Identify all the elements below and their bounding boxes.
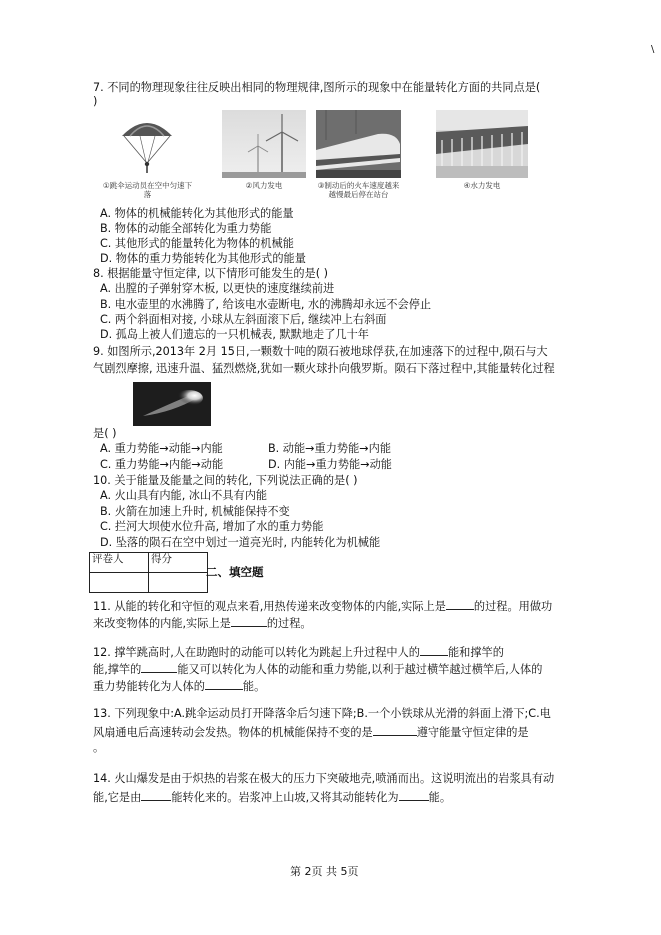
q11-text: 来改变物体的内能,实际上是 [93,617,231,630]
reviewer-cell [90,573,149,593]
q14-blank-1 [141,789,171,801]
corner-mark: \ [651,44,655,55]
q10-option-c: C. 拦河大坝使水位升高, 增加了水的重力势能 [100,520,324,533]
q8-option-c: C. 两个斜面相对接, 小球从左斜面滚下后, 继续冲上右斜面 [100,313,387,326]
q9-option-b: B. 动能→重力势能→内能 [268,442,392,455]
figure-caption: ②风力发电 [245,181,283,190]
meteor-image [133,382,211,426]
hydro-power-figure [436,110,528,190]
q8-option-a: A. 出膛的子弹射穿木板, 以更快的速度继续前进 [100,282,335,295]
q10-title: 10. 关于能量及能量之间的转化, 下列说法正确的是( ) [93,474,358,487]
q8-title: 8. 根据能量守恒定律, 以下情形可能发生的是( ) [93,267,329,280]
q8-option-b: B. 电水壶里的水沸腾了, 给该电水壶断电, 水的沸腾却永远不会停止 [100,298,432,311]
train-image [316,110,401,178]
q7-title-end: ) [93,95,98,108]
q9-line-3: 是( ) [93,427,117,440]
q12-blank-2 [141,661,177,673]
q13-text: 遵守能量守恒定律的是 [416,726,529,739]
q12-text: 能。 [242,680,266,693]
q7-option-a: A. 物体的机械能转化为其他形式的能量 [100,207,294,220]
q12-line-1 [93,644,504,660]
q11-text: 11. 从能的转化和守恒的观点来看,用热传递来改变物体的内能,实际上是 [93,600,446,613]
q10-option-b: B. 火箭在加速上升时, 机械能保持不变 [100,505,290,518]
q14-text: 能。 [428,791,452,804]
q12-text: 能和撑竿的 [447,646,504,659]
q12-blank-1 [420,644,448,656]
q14-line-2 [93,789,451,805]
parachute-image [100,110,195,178]
q11-text: 的过程。 [266,617,312,630]
score-header: 得分 [149,553,208,573]
q11-line-2 [93,615,312,631]
q13-line-2 [93,724,529,740]
q12-text: 能又可以转化为人体的动能和重力势能,以利于越过横竿越过横竿后,人体的 [177,663,543,676]
q9-line-2: 气剧烈摩擦, 迅速升温、猛烈燃烧,犹如一颗火球扑向俄罗斯。陨石下落过程中,其能量转化过程 [93,362,555,375]
q7-option-c: C. 其他形式的能量转化为物体的机械能 [100,237,294,250]
q11-line-1 [93,598,552,614]
q13-line-3: 。 [93,741,105,754]
reviewer-header: 评卷人 [90,553,149,573]
score-cell [149,573,208,593]
q14-blank-2 [399,789,429,801]
q12-line-2 [93,661,542,677]
q7-option-b: B. 物体的动能全部转化为重力势能 [100,222,272,235]
score-table [89,552,208,593]
q10-option-d: D. 坠落的陨石在空中划过一道亮光时, 内能转化为机械能 [100,536,381,549]
q9-option-c: C. 重力势能→内能→动能 [100,458,224,471]
q9-option-d: D. 内能→重力势能→动能 [268,458,392,471]
q14-text: 能转化来的。岩浆冲上山坡,又将其动能转化为 [171,791,399,804]
figure-caption: ③制动后的火车速度越来越慢最后停在站台 [317,181,400,199]
q12-blank-3 [205,678,243,690]
q11-blank-1 [446,598,474,610]
q12-text: 能,撑竿的 [93,663,142,676]
q7-title: 7. 不同的物理现象往往反映出相同的物理规律,图所示的现象中在能量转化方面的共同点是( [93,81,541,94]
q9-line-1: 9. 如图所示,2013年 2月 15日,一颗数十吨的陨石被地球俘获,在加速落下的过程中,陨石与大 [93,345,548,358]
q8-option-d: D. 孤岛上被人们遗忘的一只机械表, 默默地走了几十年 [100,328,369,341]
figure-caption: ④水力发电 [463,181,501,190]
q12-text: 12. 撑竿跳高时,人在助跑时的动能可以转化为跳起上升过程中人的 [93,646,420,659]
q13-blank-1 [373,724,417,736]
wind-turbine-image [222,110,306,178]
q13-text: 风扇通电后高速转动会发热。物体的机械能保持不变的是 [93,726,373,739]
page-footer: 第 2页 共 5页 [290,865,359,878]
wind-power-figure [222,110,306,190]
q10-option-a: A. 火山具有内能, 冰山不具有内能 [100,489,268,502]
section-title: 二、填空题 [206,565,264,579]
q7-option-d: D. 物体的重力势能转化为其他形式的能量 [100,252,306,265]
q9-option-a: A. 重力势能→动能→内能 [100,442,223,455]
q12-line-3 [93,678,265,694]
q13-line-1: 13. 下列现象中:A.跳伞运动员打开降落伞后匀速下降;B.一个小铁球从光滑的斜面上滑下;C.电 [93,707,551,720]
parachute-figure [100,110,195,199]
dam-image [436,110,528,178]
train-figure [316,110,401,199]
q14-line-1: 14. 火山爆发是由于炽热的岩浆在极大的压力下突破地壳,喷涌而出。这说明流出的岩浆具有动 [93,772,555,785]
q11-text: 的过程。用做功 [473,600,553,613]
q12-text: 重力势能转化为人体的 [93,680,205,693]
q11-blank-2 [231,615,267,627]
q14-text: 能,它是由 [93,791,142,804]
figure-caption: ①跳伞运动员在空中匀速下落 [102,181,193,199]
q7-figures [100,110,530,206]
